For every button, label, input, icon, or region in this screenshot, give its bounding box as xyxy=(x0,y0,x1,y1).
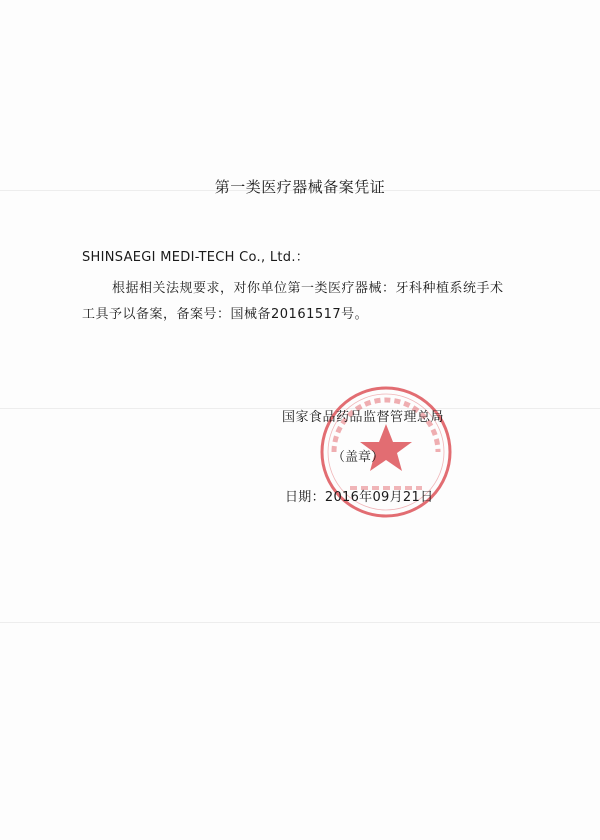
recipient-name: SHINSAEGI MEDI-TECH Co., Ltd.： xyxy=(82,250,310,265)
body-text-line-2: 工具予以备案，备案号：国械备20161517号。 xyxy=(82,307,369,322)
document-title: 第一类医疗器械备案凭证 xyxy=(214,178,386,196)
scan-artifact xyxy=(0,622,600,623)
issue-date: 日期：2016年09月21日 xyxy=(285,490,434,505)
body-text-line-1: 根据相关法规要求，对你单位第一类医疗器械：牙科种植系统手术 xyxy=(112,281,504,296)
seal-note: （盖章） xyxy=(332,450,385,465)
issuing-authority: 国家食品药品监督管理总局 xyxy=(282,410,445,425)
